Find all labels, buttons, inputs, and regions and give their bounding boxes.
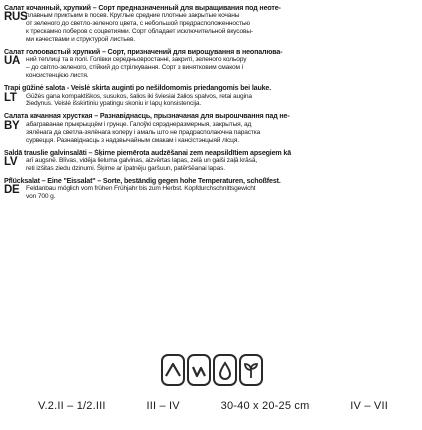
seedling-icon (239, 354, 263, 386)
harvest-period: IV – VII (350, 400, 388, 412)
lang-row (4, 157, 418, 173)
text-line: Feldanbau möglich vom frühen Frühjahr bis zum Herbst. Kopfdurchschnittsgewicht (26, 185, 256, 193)
text-line: von 700 g. (26, 193, 56, 201)
sowing-period: V.2.II – 1/2.III (38, 400, 106, 412)
text-line: абаграванае прыкрыццём і грунце. Галоўкі сярэднеразмерныя, закрытыя, ад (26, 120, 252, 128)
text-line: сурвецця. Разнавіднасць з надзвычайным смакам і кансістэнцыяй лісця. (26, 136, 239, 144)
sowing-calendar-icon (161, 354, 185, 386)
description-blocks (4, 4, 418, 205)
lang-row (4, 12, 418, 44)
text-line: плавным приктыим в посев. Круглые средние плотные закрытые кочаны (26, 12, 240, 20)
text-line: от зеленого до светло-зеленого цвета, с небольшой предрасположенностью (26, 20, 250, 28)
description-body (26, 157, 418, 173)
lang-row (4, 121, 418, 145)
lang-row (4, 56, 418, 80)
sun-exposure-icon (187, 354, 211, 386)
text-line: к трескамно поберов с соцветиями. Сорт обладает исключительной вкусовы- (26, 28, 253, 36)
sowing-schedule (38, 400, 388, 412)
lang-block-ru (4, 4, 418, 44)
text-line: ний теплиці та в полі. Голівки середньовростанні, закриті, зеленого кольору (26, 56, 247, 64)
text-line: reti izšitas ziedu dzinumi. Šķirne ar īpatnēju garšuun, patēršēanai lapas. (26, 164, 225, 172)
lang-block-de (4, 177, 418, 201)
lang-block-by (4, 112, 418, 144)
intro-text: Салат голоовастый хрупкий – Сорт, призначений для вирощування в неопалюва- (4, 48, 283, 57)
lang-block-lv (4, 149, 418, 173)
text-line: – до світло-зеленого, стійкий до стрілкування. Сорт з винятковим смаком і (26, 64, 243, 72)
intro-text: Салат кочанный, хрупкий – Сорт предназначенный для выращивания под неоте- (4, 4, 281, 12)
plant-spacing: 30-40 x 20-25 cm (220, 400, 310, 412)
lang-block-ua (4, 48, 418, 80)
language-code: LV (4, 155, 18, 168)
text-line: Gūžės gana kompaktiškos, susukos, šalios iki šviesiai žalios spalvos, retai augina (26, 92, 252, 100)
description-body (26, 12, 418, 44)
text-line: зялёнага да светла-зялёнага колеру і амаль што не прадрасполаючна парастка (26, 128, 261, 136)
intro-text: Saldā trauslie galvinsalāti – Šķirne piemērota audzēšanai zem neapsildītiem apsegiem kā (4, 148, 291, 157)
text-line: ми качествами и структурой листьев. (26, 36, 136, 44)
lang-row (4, 185, 418, 201)
language-code: LT (4, 91, 17, 104)
description-body (26, 121, 418, 145)
text-line: консистенцією листя. (26, 72, 89, 80)
text-line: arī augsnē. Blīvas, vidēja lieluma galvinas, aizvērtas lapas, zelā un gaiši zaļā krāsā, (26, 156, 258, 164)
description-body (26, 93, 418, 109)
transplant-period: III – IV (146, 400, 180, 412)
lang-block-lt (4, 84, 418, 108)
cultivation-icons (161, 354, 265, 390)
intro-text: Салата качанная хрусткая – Разнавіднасць, прызначаная для вырошчвання пад не- (4, 112, 290, 121)
description-body (26, 185, 418, 201)
language-code: RUS (4, 11, 28, 24)
language-code: UA (4, 55, 21, 68)
intro-text: Pflücksalat – Eine "Eissalat" – Sorte, beständig gegen hohe Temperaturen, schoßfest. (4, 176, 281, 185)
language-code: DE (4, 184, 20, 197)
description-body (26, 56, 418, 80)
language-code: BY (4, 119, 20, 132)
watering-icon (213, 354, 237, 386)
lang-row (4, 93, 418, 109)
intro-text: Trapi gūžinė salota - Veislė skirta auginti po nešildomomis priedangomis bei lauke. (4, 84, 272, 93)
text-line: žiedynus. Veislė išskirtiniu ypatingu skoniu ir lapų konsistencija. (26, 100, 202, 108)
